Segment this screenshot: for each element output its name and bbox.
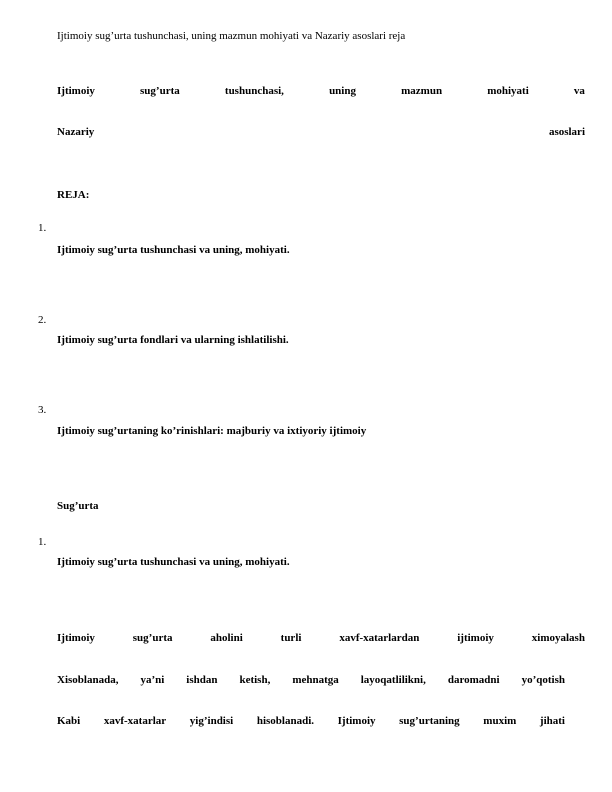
title-word: uning (329, 85, 356, 97)
plan-heading: REJA: (57, 189, 90, 201)
title-word: va (573, 85, 585, 97)
title-word: Nazariy (57, 126, 95, 138)
plan-item-number: 1. (38, 222, 47, 234)
document-header: Ijtimoiy sug’urta tushunchasi, uning mazmun mohiyati va Nazariy asoslari reja (57, 30, 406, 42)
body-word: jihati (539, 715, 565, 727)
plan-item-text: Ijtimoiy sug’urtaning ko’rinishlari: majburiy va ixtiyoriy ijtimoiy (57, 425, 367, 437)
title-line-2 (57, 126, 585, 138)
body-word: ketish, (239, 674, 271, 686)
plan-item-continuation: Sug’urta (57, 500, 99, 512)
body-word: mehnatga (292, 674, 339, 686)
body-word: yig’indisi (189, 715, 234, 727)
body-line-1 (57, 632, 585, 644)
title-line-1 (57, 85, 585, 97)
body-word: xavf-xatarlardan (339, 632, 420, 644)
title-word: sug’urta (140, 85, 180, 97)
body-word: Ijtimoiy (57, 632, 95, 644)
section-heading: Ijtimoiy sug’urta tushunchasi va uning, mohiyati. (57, 556, 290, 568)
body-word: aholini (210, 632, 243, 644)
body-word: Xisoblanada, (57, 674, 119, 686)
title-word: mohiyati (487, 85, 529, 97)
body-word: Ijtimoiy (337, 715, 376, 727)
body-word: sug’urtaning (399, 715, 460, 727)
body-word: xavf-xatarlar (103, 715, 167, 727)
body-word: layoqatlilikni, (360, 674, 426, 686)
plan-item-number: 2. (38, 314, 47, 326)
body-word: sug’urta (132, 632, 173, 644)
body-word: hisoblanadi. (256, 715, 314, 727)
plan-item-number: 3. (38, 404, 47, 416)
title-word: tushunchasi, (224, 85, 284, 97)
body-word: daromadni (447, 674, 500, 686)
body-line-3 (57, 715, 565, 727)
body-word: yo’qotish (521, 674, 565, 686)
section-number: 1. (38, 536, 47, 548)
body-word: ya’ni (140, 674, 165, 686)
title-word: asoslari (548, 126, 585, 138)
body-word: ijtimoiy (457, 632, 494, 644)
body-word: muxim (483, 715, 517, 727)
body-word: ishdan (186, 674, 218, 686)
title-word: Ijtimoiy (57, 85, 95, 97)
plan-item-text: Ijtimoiy sug’urta tushunchasi va uning, mohiyati. (57, 244, 290, 256)
body-line-2 (57, 674, 565, 686)
title-word: mazmun (401, 85, 443, 97)
plan-item-text: Ijtimoiy sug’urta fondlari va ularning ishlatilishi. (57, 334, 289, 346)
body-word: ximoyalash (531, 632, 585, 644)
body-word: Kabi (57, 715, 81, 727)
body-word: turli (280, 632, 302, 644)
